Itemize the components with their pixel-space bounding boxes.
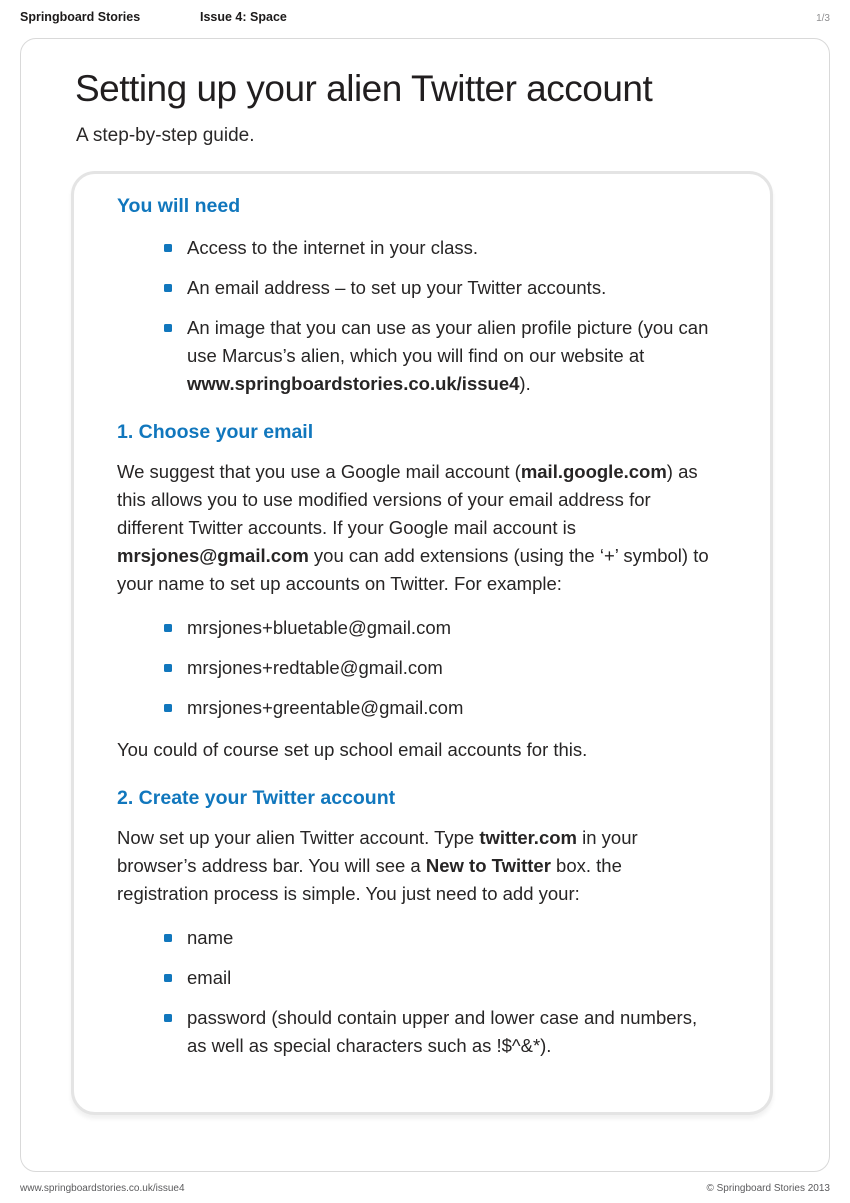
list-item-text: name [187,927,234,948]
list-item [164,1004,717,1060]
list-item-text: mrsjones+bluetable@gmail.com [187,617,452,638]
footer-url: www.springboardstories.co.uk/issue4 [20,1183,185,1194]
bullet-icon [164,664,172,672]
guide-panel [71,171,773,1115]
page-subtitle: A step-by-step guide. [76,125,255,146]
list-item-text: password (should contain upper and lower case and numbers, as well as special characters such as !$^&*). [187,1007,698,1056]
list-item [164,654,717,682]
bullet-icon [164,244,172,252]
bullet-icon [164,624,172,632]
list-item-text: Access to the internet in your class. [187,237,478,258]
list-item [164,924,717,952]
list-item-text: mrsjones+redtable@gmail.com [187,657,443,678]
list-item [164,694,717,722]
issue-label: Issue 4: Space [200,10,287,24]
list-item-text: email [187,967,232,988]
step1-paragraph: We suggest that you use a Google mail account (mail.google.com) as this allows you to use modified versions of your email address for different Twitter accounts. If your Google mail account is mrsjones@gmail.com you can add extensions (using the ‘+’ symbol) to your name to set up accounts on Twitter. For example: [117,461,709,594]
example-email-list [117,614,717,722]
brand-name: Springboard Stories [20,10,141,24]
list-item-text: An email address – to set up your Twitter accounts. [187,277,607,298]
page-number: 1/3 [816,13,830,24]
list-item-text: An image that you can use as your alien profile picture (you can use Marcus’s alien, which you will find on our website at www.springboardstories.co.uk/issue4). [187,317,709,394]
list-item [164,614,717,642]
step1-closing: You could of course set up school email accounts for this. [117,739,588,760]
footer-copyright: © Springboard Stories 2013 [706,1183,830,1194]
you-will-need-list [117,234,717,398]
list-item [164,314,717,398]
bullet-icon [164,934,172,942]
step2-paragraph: Now set up your alien Twitter account. Type twitter.com in your browser’s address bar. You will see a New to Twitter box. the registration process is simple. You just need to add your: [117,827,638,904]
bullet-icon [164,704,172,712]
page-title: Setting up your alien Twitter account [75,68,653,109]
section-heading-you-will-need: You will need [117,195,241,217]
list-item [164,274,717,302]
page-header [20,10,830,24]
list-item [164,964,717,992]
section-heading-step1: 1. Choose your email [117,421,314,443]
list-item [164,234,717,262]
bullet-icon [164,1014,172,1022]
section-heading-step2: 2. Create your Twitter account [117,787,396,809]
bullet-icon [164,974,172,982]
list-item-text: mrsjones+greentable@gmail.com [187,697,464,718]
bullet-icon [164,324,172,332]
registration-fields-list [117,924,717,1060]
content-frame [20,38,830,1172]
bullet-icon [164,284,172,292]
page-footer [20,1183,830,1195]
